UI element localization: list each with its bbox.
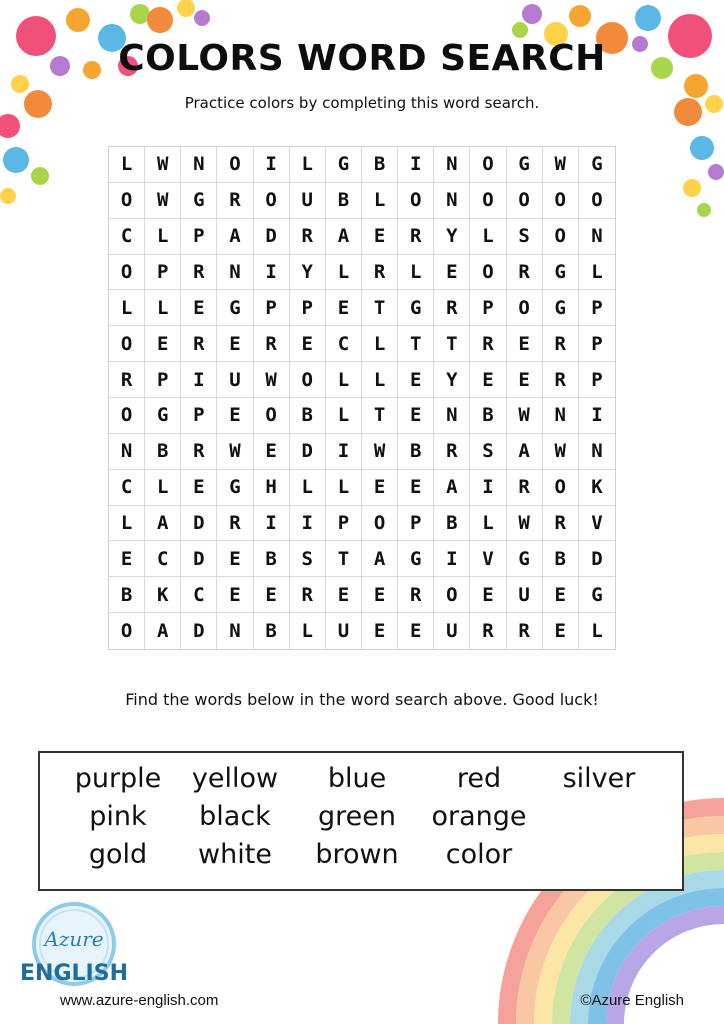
grid-cell: O xyxy=(507,183,543,219)
instructions: Find the words below in the word search above. Good luck! xyxy=(125,690,599,709)
grid-cell: E xyxy=(398,470,434,506)
confetti-dot xyxy=(31,167,49,185)
grid-cell: V xyxy=(579,506,615,542)
grid-cell: T xyxy=(362,290,398,326)
grid-cell: E xyxy=(290,326,326,362)
grid-cell: L xyxy=(145,219,181,255)
grid-cell: N xyxy=(181,147,217,183)
grid-cell: R xyxy=(362,255,398,291)
grid-cell: W xyxy=(362,434,398,470)
word-item: white xyxy=(198,839,272,870)
grid-cell: C xyxy=(109,219,145,255)
confetti-dot xyxy=(194,10,210,26)
grid-cell: A xyxy=(217,219,253,255)
grid-cell: O xyxy=(254,398,290,434)
grid-cell: G xyxy=(579,147,615,183)
grid-cell: P xyxy=(145,362,181,398)
confetti-dot xyxy=(66,8,90,32)
grid-cell: G xyxy=(543,290,579,326)
grid-cell: O xyxy=(290,362,326,398)
word-item: pink xyxy=(89,801,147,832)
grid-cell: E xyxy=(254,434,290,470)
grid-cell: B xyxy=(543,541,579,577)
grid-cell: L xyxy=(145,290,181,326)
grid-cell: N xyxy=(434,147,470,183)
grid-cell: E xyxy=(217,398,253,434)
grid-cell: U xyxy=(290,183,326,219)
grid-cell: A xyxy=(326,219,362,255)
grid-cell: P xyxy=(579,362,615,398)
grid-cell: D xyxy=(290,434,326,470)
word-item: yellow xyxy=(191,763,279,794)
word-item: purple xyxy=(74,763,162,794)
grid-cell: E xyxy=(326,577,362,613)
grid-cell: U xyxy=(217,362,253,398)
logo-text-azure: Azure xyxy=(44,927,104,951)
confetti-dot xyxy=(0,188,16,204)
grid-cell: E xyxy=(362,613,398,649)
grid-cell: A xyxy=(507,434,543,470)
grid-cell: W xyxy=(217,434,253,470)
grid-cell: L xyxy=(579,255,615,291)
confetti-dot xyxy=(708,164,724,180)
grid-cell: E xyxy=(181,470,217,506)
grid-cell: N xyxy=(217,613,253,649)
grid-cell: W xyxy=(145,183,181,219)
grid-cell: O xyxy=(543,219,579,255)
word-search-grid xyxy=(108,146,616,650)
grid-cell: E xyxy=(398,362,434,398)
grid-cell: E xyxy=(217,326,253,362)
grid-cell: L xyxy=(591,620,603,643)
grid-cell: V xyxy=(470,541,506,577)
grid-cell: U xyxy=(326,613,362,649)
grid-cell: O xyxy=(579,183,615,219)
grid-cell: U xyxy=(434,613,470,649)
grid-cell: O xyxy=(398,183,434,219)
grid-cell: L xyxy=(290,147,326,183)
grid-cell: E xyxy=(109,541,145,577)
grid-cell: R xyxy=(507,255,543,291)
grid-cell: R xyxy=(398,577,434,613)
grid-cell: R xyxy=(507,613,543,649)
grid-cell: L xyxy=(290,470,326,506)
grid-cell: E xyxy=(507,326,543,362)
grid-cell: G xyxy=(579,577,615,613)
grid-cell: R xyxy=(181,255,217,291)
grid-cell: R xyxy=(254,326,290,362)
grid-cell: P xyxy=(326,506,362,542)
grid-cell: I xyxy=(181,362,217,398)
grid-cell: L xyxy=(326,470,362,506)
grid-cell: O xyxy=(109,255,145,291)
grid-cell: W xyxy=(254,362,290,398)
grid-cell: I xyxy=(326,434,362,470)
confetti-dot xyxy=(522,4,542,24)
logo-text-english: ENGLISH xyxy=(20,961,128,986)
grid-cell: R xyxy=(543,506,579,542)
grid-cell: E xyxy=(362,219,398,255)
grid-cell: O xyxy=(254,183,290,219)
grid-cell: L xyxy=(109,147,145,183)
grid-cell: I xyxy=(290,506,326,542)
grid-cell: W xyxy=(507,398,543,434)
grid-cell: I xyxy=(254,255,290,291)
grid-cell: N xyxy=(109,434,145,470)
confetti-dot xyxy=(635,5,661,31)
grid-cell: O xyxy=(543,470,579,506)
grid-cell: T xyxy=(398,326,434,362)
grid-cell: B xyxy=(290,398,326,434)
grid-cell: T xyxy=(434,326,470,362)
grid-cell: E xyxy=(217,577,253,613)
grid-cell: B xyxy=(470,398,506,434)
grid-cell: L xyxy=(145,470,181,506)
grid-cell: N xyxy=(217,255,253,291)
grid-cell: R xyxy=(470,326,506,362)
grid-cell: R xyxy=(217,183,253,219)
grid-cell: L xyxy=(470,219,506,255)
copyright: ©Azure English xyxy=(580,992,684,1009)
grid-cell: O xyxy=(470,147,506,183)
grid-cell: R xyxy=(543,362,579,398)
grid-cell: P xyxy=(145,255,181,291)
grid-cell: E xyxy=(398,398,434,434)
confetti-dot xyxy=(147,7,173,33)
word-item: gold xyxy=(88,839,148,870)
grid-cell: Y xyxy=(290,255,326,291)
grid-cell: Y xyxy=(434,219,470,255)
grid-cell: C xyxy=(109,470,145,506)
grid-cell: P xyxy=(290,290,326,326)
grid-cell: R xyxy=(109,362,145,398)
grid-cell: G xyxy=(398,541,434,577)
grid-cell: G xyxy=(181,183,217,219)
grid-cell: O xyxy=(109,613,145,649)
grid-cell: L xyxy=(362,362,398,398)
grid-cell: E xyxy=(326,290,362,326)
grid-cell: S xyxy=(507,219,543,255)
grid-cell: O xyxy=(362,506,398,542)
grid-cell: G xyxy=(507,541,543,577)
grid-cell: B xyxy=(326,183,362,219)
grid-cell: B xyxy=(145,434,181,470)
grid-cell: B xyxy=(254,613,290,649)
grid-cell: O xyxy=(109,326,145,362)
grid-cell: W xyxy=(507,506,543,542)
grid-cell: L xyxy=(326,362,362,398)
grid-cell: R xyxy=(290,577,326,613)
grid-cell: I xyxy=(579,398,615,434)
grid-cell: W xyxy=(543,434,579,470)
grid-cell: B xyxy=(398,434,434,470)
confetti-dot xyxy=(569,5,591,27)
grid-cell: N xyxy=(434,398,470,434)
grid-cell: E xyxy=(470,362,506,398)
grid-cell: E xyxy=(362,577,398,613)
grid-cell: B xyxy=(362,147,398,183)
grid-cell: C xyxy=(326,326,362,362)
word-item: red xyxy=(456,763,502,794)
grid-cell: D xyxy=(181,613,217,649)
grid-cell: O xyxy=(470,255,506,291)
grid-cell: L xyxy=(326,398,362,434)
grid-cell: G xyxy=(217,290,253,326)
grid-cell: E xyxy=(434,255,470,291)
grid-cell: L xyxy=(290,613,326,649)
grid-cell: R xyxy=(543,326,579,362)
grid-cell: E xyxy=(398,613,434,649)
grid-cell: E xyxy=(543,577,579,613)
grid-cell: P xyxy=(181,219,217,255)
grid-cell: W xyxy=(145,147,181,183)
word-list-box xyxy=(38,751,684,891)
grid-cell: D xyxy=(181,506,217,542)
grid-cell: P xyxy=(398,506,434,542)
grid-cell: R xyxy=(181,434,217,470)
grid-cell: P xyxy=(579,326,615,362)
grid-cell: D xyxy=(579,541,615,577)
word-item: green xyxy=(318,801,396,832)
grid-cell: G xyxy=(398,290,434,326)
grid-cell: N xyxy=(579,219,615,255)
grid-cell: H xyxy=(254,470,290,506)
grid-cell: G xyxy=(507,147,543,183)
confetti-dot xyxy=(690,136,714,160)
grid-cell: E xyxy=(362,470,398,506)
grid-cell: R xyxy=(507,470,543,506)
grid-cell: L xyxy=(362,326,398,362)
grid-cell: C xyxy=(145,541,181,577)
word-item: brown xyxy=(315,839,399,870)
grid-cell: D xyxy=(254,219,290,255)
page-title: COLORS WORD SEARCH xyxy=(118,38,606,79)
grid-cell: G xyxy=(217,470,253,506)
confetti-dot xyxy=(683,179,701,197)
grid-cell: O xyxy=(109,183,145,219)
grid-cell: B xyxy=(434,506,470,542)
grid-cell: A xyxy=(145,613,181,649)
grid-cell: P xyxy=(470,290,506,326)
grid-cell: L xyxy=(109,506,145,542)
grid-cell: R xyxy=(217,506,253,542)
grid-cell: B xyxy=(254,541,290,577)
grid-cell: G xyxy=(326,147,362,183)
grid-cell: L xyxy=(326,255,362,291)
grid-cell: I xyxy=(254,147,290,183)
confetti-dot xyxy=(512,22,528,38)
confetti-dot xyxy=(697,203,711,217)
grid-cell: K xyxy=(579,470,615,506)
grid-cell: L xyxy=(109,290,145,326)
grid-cell: R xyxy=(181,326,217,362)
grid-cell: E xyxy=(470,577,506,613)
grid-cell: S xyxy=(290,541,326,577)
grid-cell: I xyxy=(470,470,506,506)
grid-cell: E xyxy=(507,362,543,398)
grid-cell: C xyxy=(181,577,217,613)
grid-cell: L xyxy=(398,255,434,291)
grid-cell: U xyxy=(507,577,543,613)
word-item: color xyxy=(445,839,513,870)
grid-cell: I xyxy=(254,506,290,542)
grid-cell: A xyxy=(362,541,398,577)
grid-cell: L xyxy=(470,506,506,542)
grid-cell: E xyxy=(181,290,217,326)
grid-cell: O xyxy=(470,183,506,219)
grid-cell: K xyxy=(145,577,181,613)
grid-cell: R xyxy=(398,219,434,255)
grid-cell: T xyxy=(326,541,362,577)
grid-cell: N xyxy=(434,183,470,219)
grid-cell: A xyxy=(145,506,181,542)
grid-cell: E xyxy=(217,541,253,577)
grid-cell: D xyxy=(181,541,217,577)
grid-cell: E xyxy=(543,613,579,649)
grid-cell: R xyxy=(434,434,470,470)
grid-cell: N xyxy=(543,398,579,434)
grid-cell: L xyxy=(362,183,398,219)
grid-cell: P xyxy=(579,290,615,326)
word-item: orange xyxy=(431,801,527,832)
grid-cell: G xyxy=(145,398,181,434)
grid-cell: Y xyxy=(434,362,470,398)
grid-cell: I xyxy=(398,147,434,183)
grid-cell: T xyxy=(362,398,398,434)
grid-cell: O xyxy=(217,147,253,183)
grid-cell: W xyxy=(543,147,579,183)
grid-cell: E xyxy=(254,577,290,613)
website-url: www.azure-english.com xyxy=(60,992,219,1009)
confetti-dot xyxy=(3,147,29,173)
grid-cell: R xyxy=(470,613,506,649)
grid-cell: O xyxy=(434,577,470,613)
word-item: silver xyxy=(562,763,636,794)
grid-cell: O xyxy=(543,183,579,219)
grid-cell: G xyxy=(543,255,579,291)
grid-cell: P xyxy=(254,290,290,326)
grid-cell: B xyxy=(109,577,145,613)
grid-cell: R xyxy=(434,290,470,326)
azure-english-logo xyxy=(16,900,132,996)
page-subtitle: Practice colors by completing this word search. xyxy=(184,94,540,112)
grid-cell: N xyxy=(579,434,615,470)
grid-cell: P xyxy=(181,398,217,434)
grid-cell: A xyxy=(434,470,470,506)
word-item: black xyxy=(199,801,271,832)
grid-cell: E xyxy=(145,326,181,362)
grid-cell: O xyxy=(507,290,543,326)
grid-cell: R xyxy=(290,219,326,255)
grid-cell: S xyxy=(470,434,506,470)
word-item: blue xyxy=(327,763,387,794)
grid-cell: O xyxy=(109,398,145,434)
grid-cell: I xyxy=(434,541,470,577)
